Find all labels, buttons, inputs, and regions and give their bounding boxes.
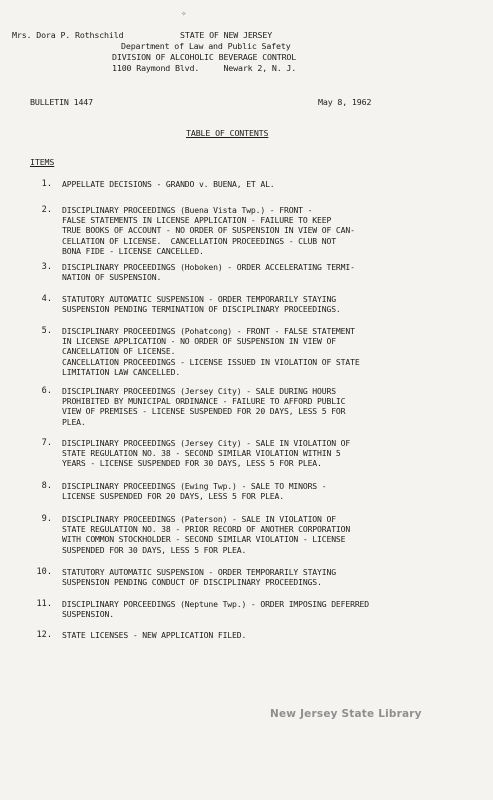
item-line: SUSPENSION PENDING TERMINATION OF DISCIPLINARY PROCEEDINGS.: [62, 304, 341, 315]
item-line: APPELLATE DECISIONS - GRANDO v. BUENA, ET AL.: [62, 179, 275, 189]
item-line: DISCIPLINARY PROCEEDINGS (Jersey City) - SALE DURING HOURS: [62, 386, 336, 396]
item-line: SUSPENSION.: [62, 609, 114, 620]
state-heading: STATE OF NEW JERSEY: [180, 30, 273, 40]
toc-title: TABLE OF CONTENTS: [186, 128, 269, 138]
item-line: DISCIPLINARY PROCEEDINGS (Jersey City) - SALE IN VIOLATION OF: [62, 438, 351, 448]
item-line: DISCIPLINARY PROCEEDINGS (Pohatcong) - FRONT - FALSE STATEMENT: [62, 326, 355, 336]
bulletin-date: May 8, 1962: [318, 97, 372, 107]
item-description: [62, 514, 486, 555]
library-stamp: New Jersey State Library: [270, 708, 422, 720]
item-number: 8.: [41, 481, 52, 491]
item-description: [62, 630, 486, 640]
item-line: DISCIPLINARY PORCEEDINGS (Neptune Twp.) - ORDER IMPOSING DEFERRED: [62, 599, 369, 609]
item-number: 6.: [41, 386, 52, 396]
item-line: STATE REGULATION NO. 38 - PRIOR RECORD OF ANOTHER CORPORATION: [62, 524, 351, 535]
item-description: [62, 567, 486, 587]
item-number: 12.: [36, 630, 52, 640]
item-number: 5.: [41, 326, 52, 336]
item-number: 3.: [41, 262, 52, 272]
item-line: SUSPENSION PENDING CONDUCT OF DISCIPLINARY PROCEEDINGS.: [62, 577, 322, 588]
item-line: IN LICENSE APPLICATION - NO ORDER OF SUSPENSION IN VIEW OF: [62, 336, 336, 347]
item-line: FALSE STATEMENTS IN LICENSE APPLICATION - FAILURE TO KEEP: [62, 215, 332, 226]
item-line: DISCIPLINARY PROCEEDINGS (Buena Vista Twp.) - FRONT -: [62, 205, 313, 215]
item-line: TRUE BOOKS OF ACCOUNT - NO ORDER OF SUSPENSION IN VIEW OF CAN-: [62, 225, 355, 236]
item-line: DISCIPLINARY PROCEEDINGS (Hoboken) - ORDER ACCELERATING TERMI-: [62, 262, 355, 272]
item-line: DISCIPLINARY PROCEEDINGS (Ewing Twp.) - SALE TO MINORS -: [62, 481, 327, 491]
item-line: SUSPENDED FOR 30 DAYS, LESS 5 FOR PLEA.: [62, 544, 247, 555]
item-line: BONA FIDE - LICENSE CANCELLED.: [62, 245, 204, 256]
item-line: STATUTORY AUTOMATIC SUSPENSION - ORDER TEMPORARILY STAYING: [62, 294, 336, 304]
item-line: LICENSE SUSPENDED FOR 20 DAYS, LESS 5 FOR PLEA.: [62, 491, 284, 502]
item-number: 7.: [41, 438, 52, 448]
item-line: PLEA.: [62, 416, 86, 427]
item-line: STATUTORY AUTOMATIC SUSPENSION - ORDER TEMPORARILY STAYING: [62, 567, 336, 577]
item-description: [62, 205, 486, 256]
item-number: 4.: [41, 294, 52, 304]
item-description: [62, 179, 486, 189]
item-description: [62, 599, 486, 619]
item-number: 2.: [41, 205, 52, 215]
item-line: CELLATION OF LICENSE. CANCELLATION PROCEEDINGS - CLUB NOT: [62, 235, 336, 246]
item-line: STATE REGULATION NO. 38 - SECOND SIMILAR VIOLATION WITHIN 5: [62, 448, 341, 459]
item-line: YEARS - LICENSE SUSPENDED FOR 30 DAYS, LESS 5 FOR PLEA.: [62, 458, 322, 469]
item-line: DISCIPLINARY PROCEEDINGS (Paterson) - SALE IN VIOLATION OF: [62, 514, 336, 524]
item-description: [62, 481, 486, 501]
item-description: [62, 262, 486, 282]
item-description: [62, 294, 486, 314]
item-description: [62, 326, 486, 377]
item-number: 9.: [41, 514, 52, 524]
item-number: 1.: [41, 179, 52, 189]
item-line: PROHIBITED BY MUNICIPAL ORDINANCE - FAILURE TO AFFORD PUBLIC: [62, 396, 346, 407]
recipient-name: Mrs. Dora P. Rothschild: [12, 30, 124, 40]
item-line: STATE LICENSES - NEW APPLICATION FILED.: [62, 630, 247, 640]
item-number: 10.: [36, 567, 52, 577]
division-heading: DIVISION OF ALCOHOLIC BEVERAGE CONTROL: [112, 52, 297, 62]
item-line: CANCELLATION PROCEEDINGS - LICENSE ISSUED IN VIOLATION OF STATE: [62, 356, 360, 367]
item-number: 11.: [36, 599, 52, 609]
bulletin-number: BULLETIN 1447: [30, 97, 93, 107]
item-line: CANCELLATION OF LICENSE.: [62, 346, 176, 357]
department-heading: Department of Law and Public Safety: [121, 41, 291, 51]
item-description: [62, 386, 486, 427]
item-line: VIEW OF PREMISES - LICENSE SUSPENDED FOR 20 DAYS, LESS 5 FOR: [62, 406, 346, 417]
item-line: NATION OF SUSPENSION.: [62, 272, 162, 283]
items-heading: ITEMS: [30, 157, 55, 167]
item-line: WITH COMMON STOCKHOLDER - SECOND SIMILAR VIOLATION - LICENSE: [62, 534, 346, 545]
address-line: 1100 Raymond Blvd. Newark 2, N. J.: [112, 63, 297, 73]
item-description: [62, 438, 486, 469]
pen-mark: ✧: [181, 9, 187, 19]
item-line: LIMITATION LAW CANCELLED.: [62, 366, 181, 377]
